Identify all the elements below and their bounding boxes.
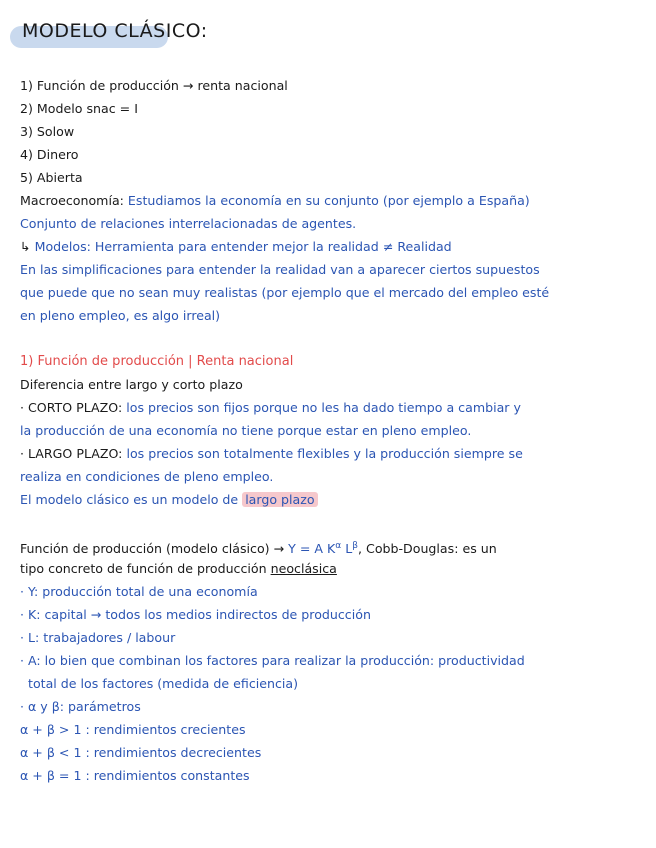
funcion-prefix: Función de producción (modelo clásico) → [20,541,285,557]
modelos-line [20,239,452,255]
page-title: MODELO CLÁSICO: [22,20,208,42]
formula-alpha: α [335,541,342,551]
var-item: · L: trabajadores / labour [20,630,176,645]
index-item: 4) Dinero [20,147,79,162]
formula-L: L [345,541,353,557]
corto-text: los precios son fijos porque no les ha dado tiempo a cambiar y [126,400,521,415]
largo-label: · LARGO PLAZO: [20,446,123,461]
var-item: · A: lo bien que combinan los factores para realizar la producción: productividad [20,653,525,668]
funcion-suffix: , Cobb-Douglas: es un [358,541,497,557]
var-item: · K: capital → todos los medios indirectos de producción [20,607,371,622]
neoclasica-term: neoclásica [270,561,337,576]
funcion-line2 [20,561,337,577]
corto-line2: la producción de una economía no tiene porque estar en pleno empleo. [20,423,472,438]
diff-line: Diferencia entre largo y corto plazo [20,377,243,392]
funcion-line1 [20,538,497,557]
section-heading: 1) Función de producción | Renta nacional [20,354,294,369]
formula-base: Y = A K [288,541,336,557]
index-item: 1) Función de producción → renta nacional [20,78,288,93]
index-item: 5) Abierta [20,170,83,185]
var-item: · Y: producción total de una economía [20,584,258,599]
largo-line [20,446,523,462]
modelos-def: Herramienta para entender mejor la realidad ≠ Realidad [94,239,452,254]
clasico-highlight: largo plazo [242,492,317,507]
macro-line [20,193,530,209]
largo-text: los precios son totalmente flexibles y la producción siempre se [126,446,523,461]
title-block [10,20,208,42]
rend-item: α + β > 1 : rendimientos crecientes [20,722,246,737]
clasico-line [20,492,318,508]
modelos-term: Modelos: [34,239,91,254]
rend-item: α + β = 1 : rendimientos constantes [20,768,250,783]
arrow-icon: ↳ [20,239,31,254]
formula [288,541,358,556]
corto-label: · CORTO PLAZO: [20,400,123,415]
var-item: total de los factores (medida de eficiencia) [20,676,299,691]
formula-beta: β [352,541,359,551]
corto-line [20,400,521,416]
index-item: 2) Modelo snac = I [20,101,138,116]
largo-line2: realiza en condiciones de pleno empleo. [20,469,274,484]
simp-line: En las simplificaciones para entender la realidad van a aparecer ciertos supuestos [20,262,540,277]
simp-line: en pleno empleo, es algo irreal) [20,308,221,323]
macro-def: Estudiamos la economía en su conjunto (por ejemplo a España) [127,193,530,208]
clasico-prefix: El modelo clásico es un modelo de [20,492,239,507]
macro-line2: Conjunto de relaciones interrelacionadas de agentes. [20,216,357,231]
macro-term: Macroeconomía: [20,193,124,208]
var-item: · α y β: parámetros [20,699,141,714]
index-item: 3) Solow [20,124,75,139]
rend-item: α + β < 1 : rendimientos decrecientes [20,745,262,760]
funcion-line2-prefix: tipo concreto de función de producción [20,561,267,576]
simp-line: que puede que no sean muy realistas (por ejemplo que el mercado del empleo esté [20,285,550,300]
